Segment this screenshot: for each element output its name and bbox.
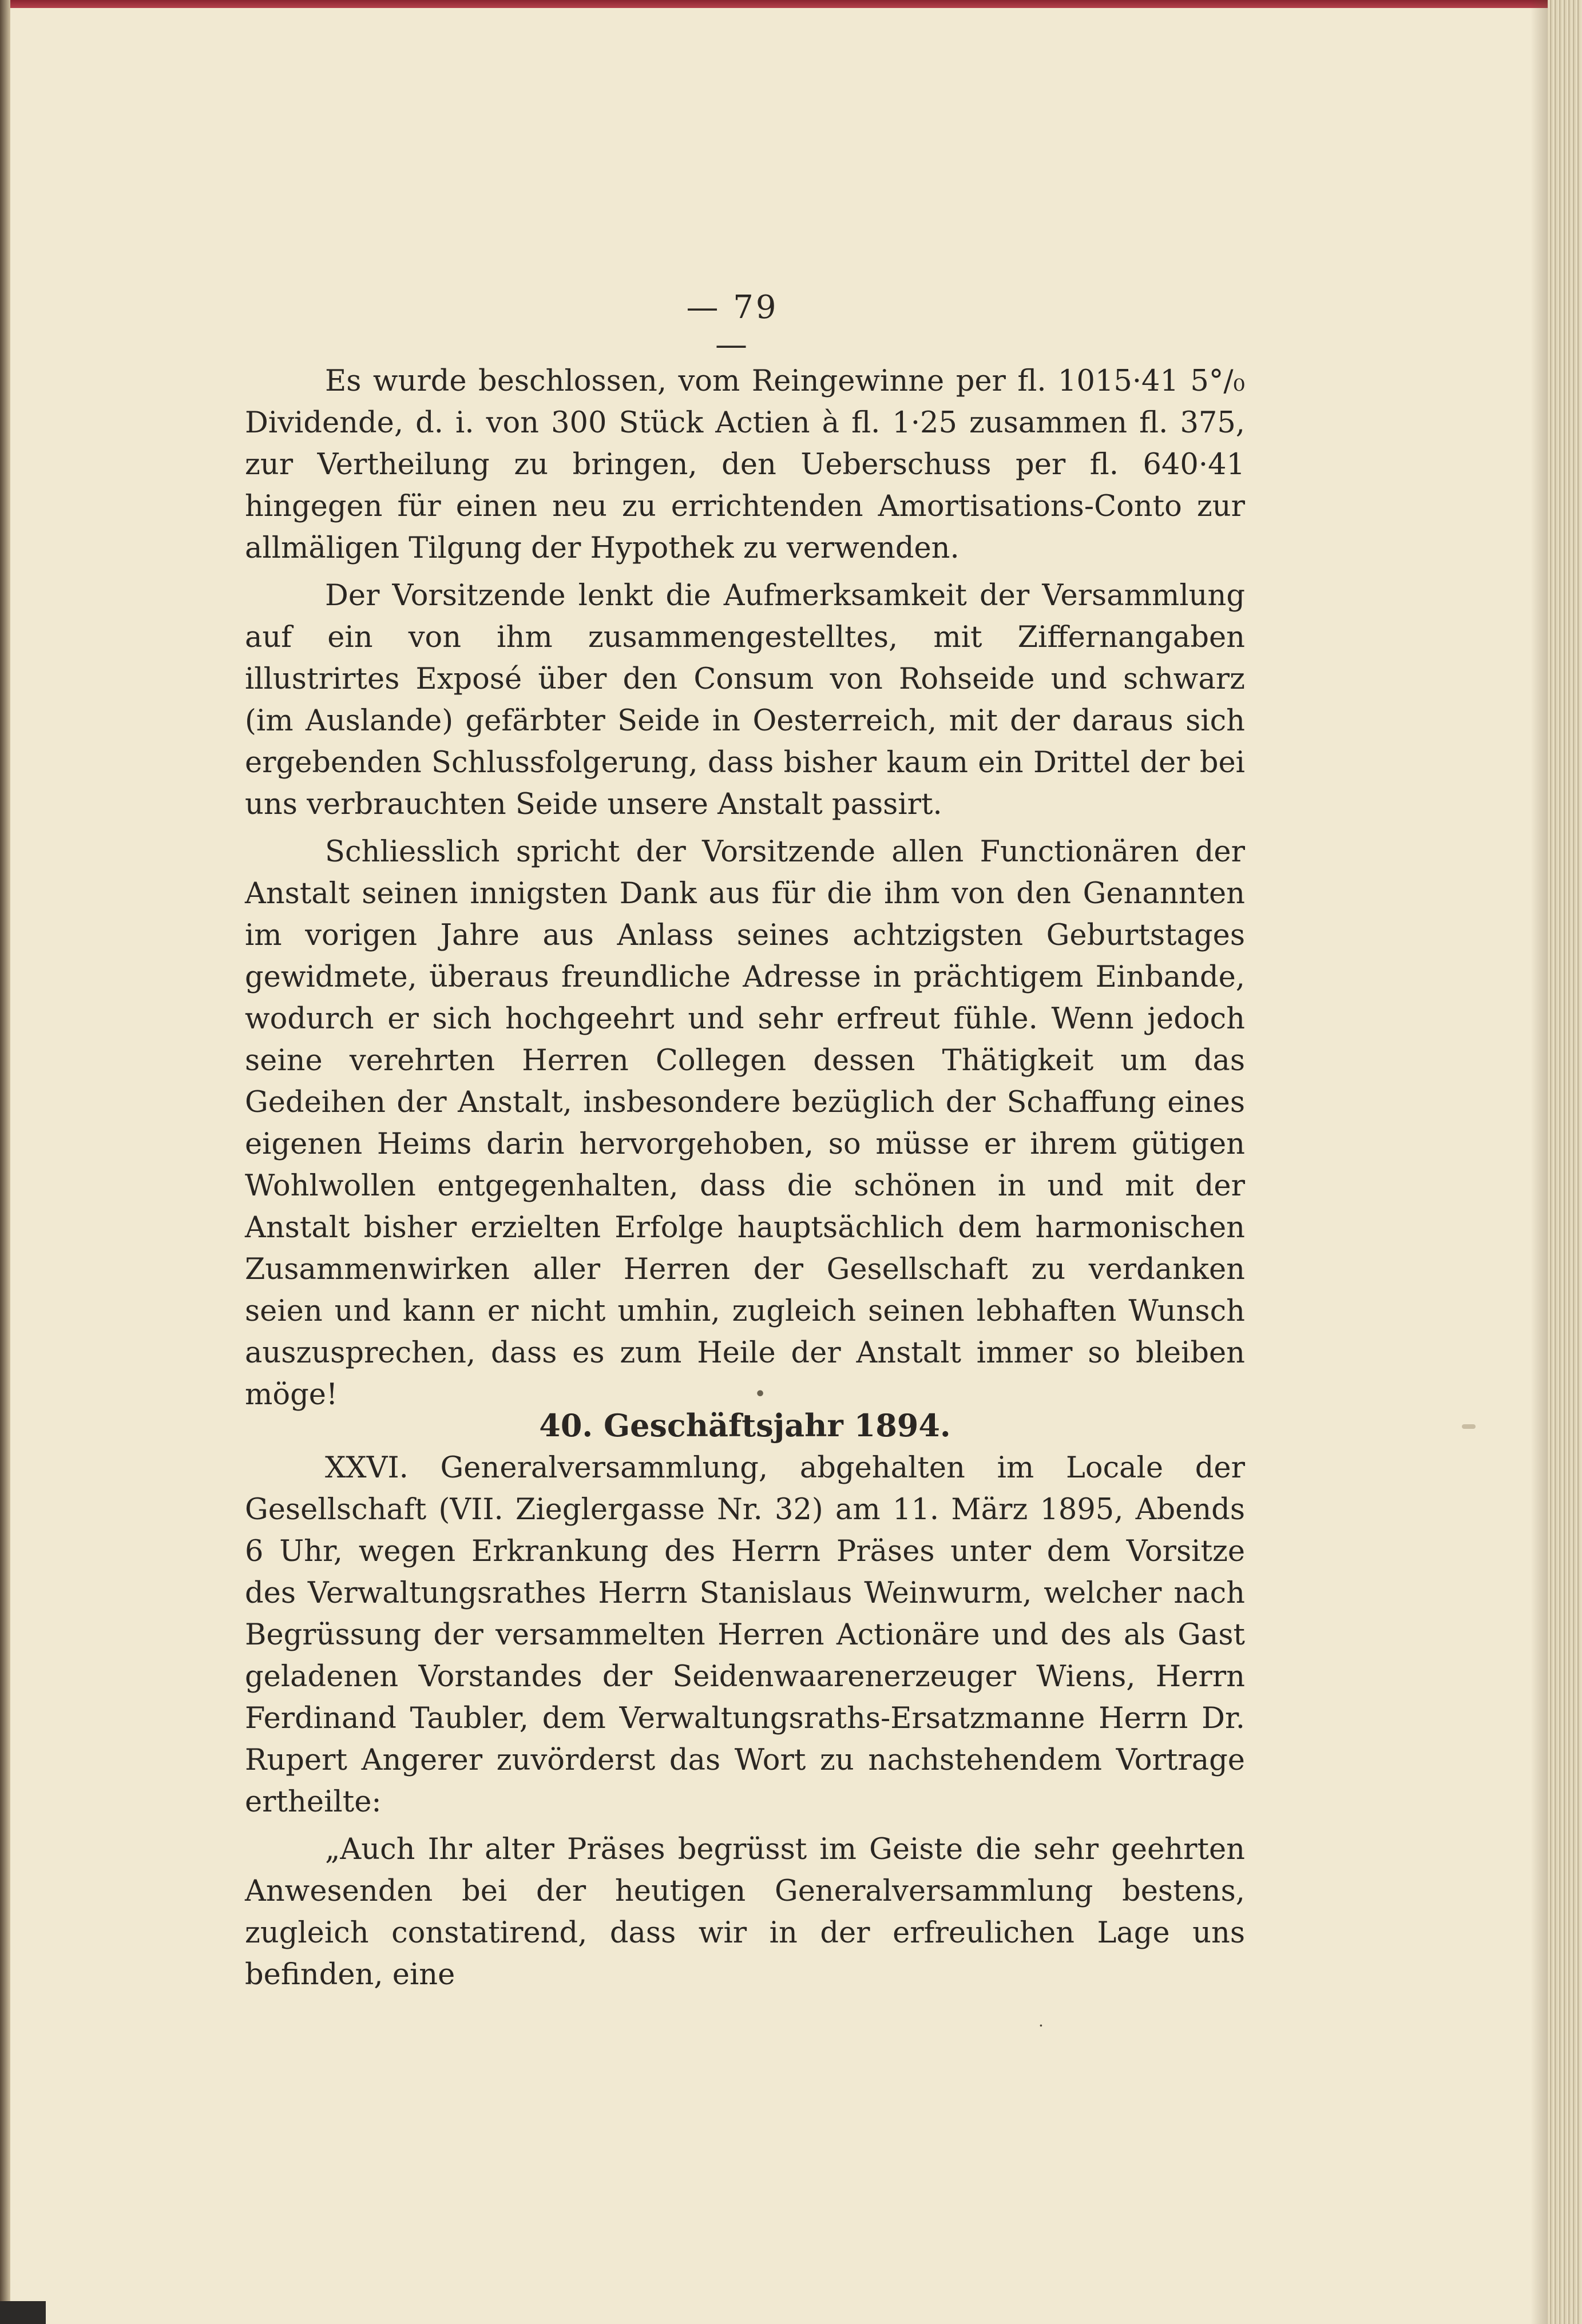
ink-dot: • xyxy=(755,1384,766,1404)
text-block-2 xyxy=(245,1447,1245,1996)
page-corner xyxy=(0,2301,46,2324)
paper-speck: · xyxy=(1038,2016,1044,2035)
page-binding-edge xyxy=(0,0,10,2324)
text-block-1 xyxy=(245,360,1245,1416)
paragraph: Es wurde beschlossen, vom Reingewinne per fl. 1015·41 5°/₀ Dividende, d. i. von 300 Stück Actien à fl. 1·25 zusammen fl. 375, zur Vertheilung zu bringen, den Ueberschuss per fl. 640·41 hingegen für einen neu zu errichtenden Amortisations-Conto zur allmäligen Tilgung der Hypothek zu verwenden. xyxy=(245,364,1245,565)
paragraph: XXVI. Generalversammlung, abgehalten im Locale der Gesellschaft (VII. Zieglergasse Nr. 32) am 11. März 1895, Abends 6 Uhr, wegen Erkrankung des Herrn Präses unter dem Vorsitze des Verwaltungsrathes Herrn Stanislaus Weinwurm, welcher nach Begrüssung der versammelten Herren Actionäre und des als Gast geladenen Vorstandes der Seidenwaarenerzeuger Wiens, Herrn Ferdinand Taubler, dem Verwaltungsraths-Ersatzmanne Herrn Dr. Rupert Angerer zuvörderst das Wort zu nachstehendem Vortrage ertheilte: xyxy=(245,1451,1245,1819)
paragraph: Der Vorsitzende lenkt die Aufmerksamkeit der Versammlung auf ein von ihm zusammengestelltes, mit Ziffernangaben illustrirtes Exposé über den Consum von Rohseide und schwarz (im Auslande) gefärbter Seide in Oesterreich, mit der daraus sich ergebenden Schlussfolgerung, dass bisher kaum ein Drittel der bei uns verbrauchten Seide unsere Anstalt passirt. xyxy=(245,579,1245,821)
page-stack-edge xyxy=(1548,0,1582,2324)
paragraph: Schliesslich spricht der Vorsitzende allen Functionären der Anstalt seinen innigsten Dank aus für die ihm von den Genannten im vorigen Jahre aus Anlass seines achtzigsten Geburtstages gewidmete, überaus freundliche Adresse in prächtigem Einbande, wodurch er sich hochgeehrt und sehr erfreut fühle. Wenn jedoch seine verehrten Herren Collegen dessen Thätigkeit um das Gedeihen der Anstalt, insbesondere bezüglich der Schaffung eines eigenen Heims darin hervorgehoben, so müsse er ihrem gütigen Wohlwollen entgegenhalten, dass die schönen in und mit der Anstalt bisher erzielten Erfolge hauptsächlich dem harmonischen Zusammenwirken aller Herren der Gesellschaft zu verdanken seien und kann er nicht umhin, zugleich seinen lebhaften Wunsch auszusprechen, dass es zum Heile der Anstalt immer so bleiben möge! xyxy=(245,835,1245,1412)
page-number: — 79 — xyxy=(686,289,779,363)
section-heading-text: 40. Geschäftsjahr 1894. xyxy=(539,1407,951,1444)
page-stack-shadow xyxy=(1531,0,1548,2324)
section-heading xyxy=(245,1384,1245,1444)
paragraph: „Auch Ihr alter Präses begrüsst im Geiste die sehr geehrten Anwesenden bei der heutigen Generalversammlung bestens, zugleich constatirend, dass wir in der erfreulichen Lage uns befinden, eine xyxy=(245,1833,1245,1992)
page-top-edge xyxy=(0,0,1582,8)
paper-speck xyxy=(1462,1424,1476,1429)
